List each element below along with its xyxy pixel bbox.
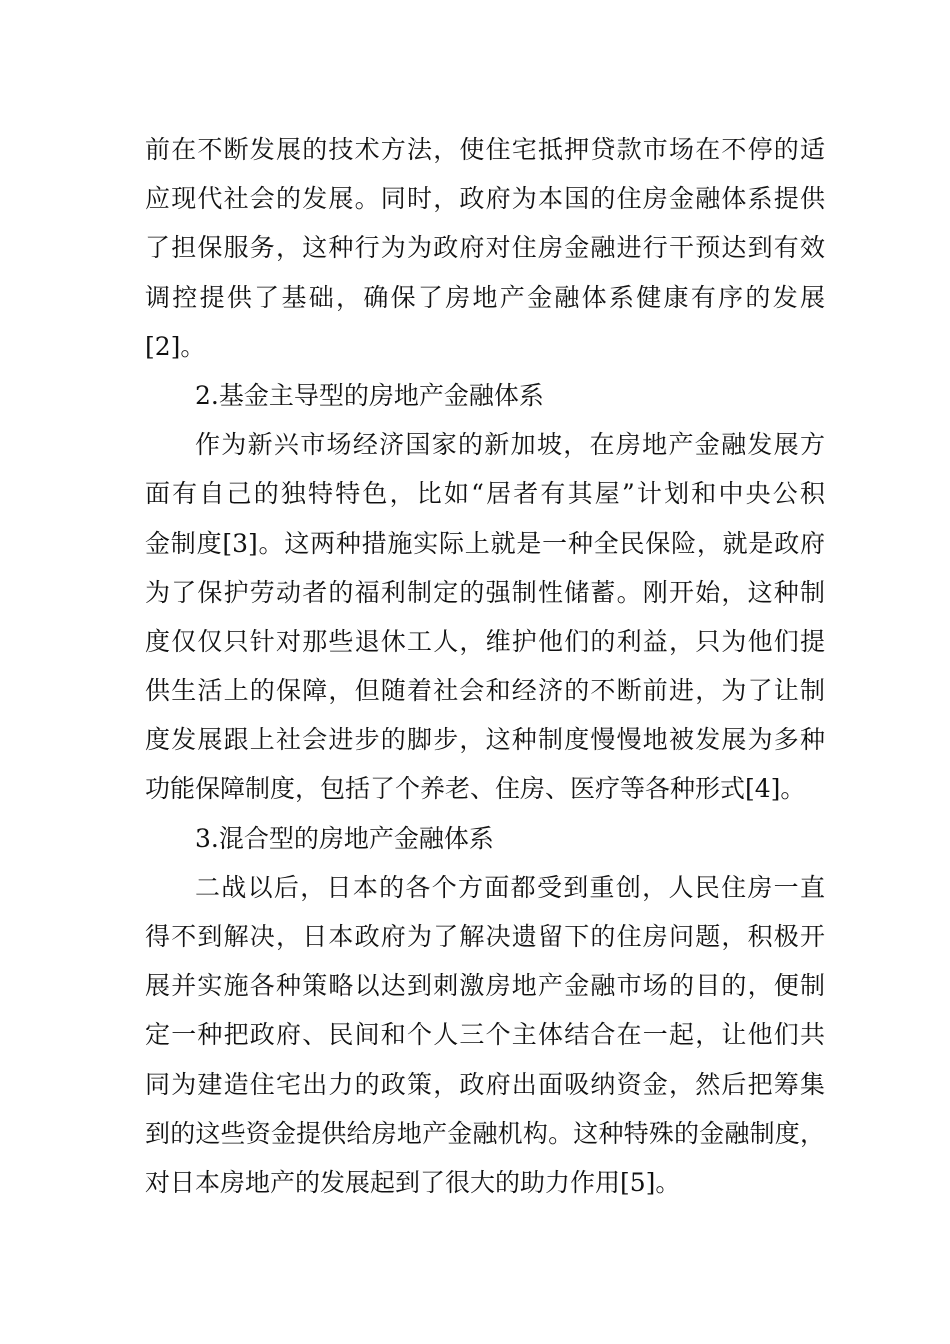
text-line: 同为建造住宅出力的政策，政府出面吸纳资金，然后把筹集 xyxy=(145,1069,825,1099)
text-line: 功能保障制度，包括了个养老、住房、医疗等各种形式[4]。 xyxy=(145,774,806,804)
paragraph xyxy=(145,125,825,371)
text-line: 前在不断发展的技术方法，使住宅抵押贷款市场在不停的适 xyxy=(145,135,825,164)
text-line: 二战以后，日本的各个方面都受到重创，人民住房一直 xyxy=(195,872,825,902)
text-line: 为了保护劳动者的福利制定的强制性储蓄。刚开始，这种制 xyxy=(145,577,825,607)
heading-text: 3.混合型的房地产金融体系 xyxy=(195,823,494,853)
text-line: 度发展跟上社会进步的脚步，这种制度慢慢地被发展为多种 xyxy=(145,725,825,755)
document-body xyxy=(145,125,825,1207)
text-line: 应现代社会的发展。同时，政府为本国的住房金融体系提供 xyxy=(145,184,825,214)
section-heading xyxy=(145,814,825,863)
paragraph xyxy=(145,863,825,1207)
paragraph xyxy=(145,420,825,814)
text-line: 作为新兴市场经济国家的新加坡，在房地产金融发展方 xyxy=(195,430,825,460)
text-line: 调控提供了基础，确保了房地产金融体系健康有序的发展 xyxy=(145,282,825,312)
text-line: 到的这些资金提供给房地产金融机构。这种特殊的金融制度， xyxy=(145,1118,825,1148)
text-line: 度仅仅只针对那些退休工人，维护他们的利益，只为他们提 xyxy=(145,626,825,656)
text-line: 金制度[3]。这两种措施实际上就是一种全民保险，就是政府 xyxy=(145,528,825,558)
section-heading xyxy=(145,371,825,420)
text-line: [2]。 xyxy=(145,331,206,361)
text-line: 展并实施各种策略以达到刺激房地产金融市场的目的，便制 xyxy=(145,971,825,1001)
text-line: 对日本房地产的发展起到了很大的助力作用[5]。 xyxy=(145,1167,681,1197)
text-line: 供生活上的保障，但随着社会和经济的不断前进，为了让制 xyxy=(145,676,825,706)
text-line: 了担保服务，这种行为为政府对住房金融进行干预达到有效 xyxy=(145,233,825,263)
text-line: 得不到解决，日本政府为了解决遗留下的住房问题，积极开 xyxy=(145,922,825,951)
heading-text: 2.基金主导型的房地产金融体系 xyxy=(195,380,544,410)
text-line: 定一种把政府、民间和个人三个主体结合在一起，让他们共 xyxy=(145,1020,825,1050)
text-line: 面有自己的独特特色，比如“居者有其屋”计划和中央公积 xyxy=(145,479,825,509)
